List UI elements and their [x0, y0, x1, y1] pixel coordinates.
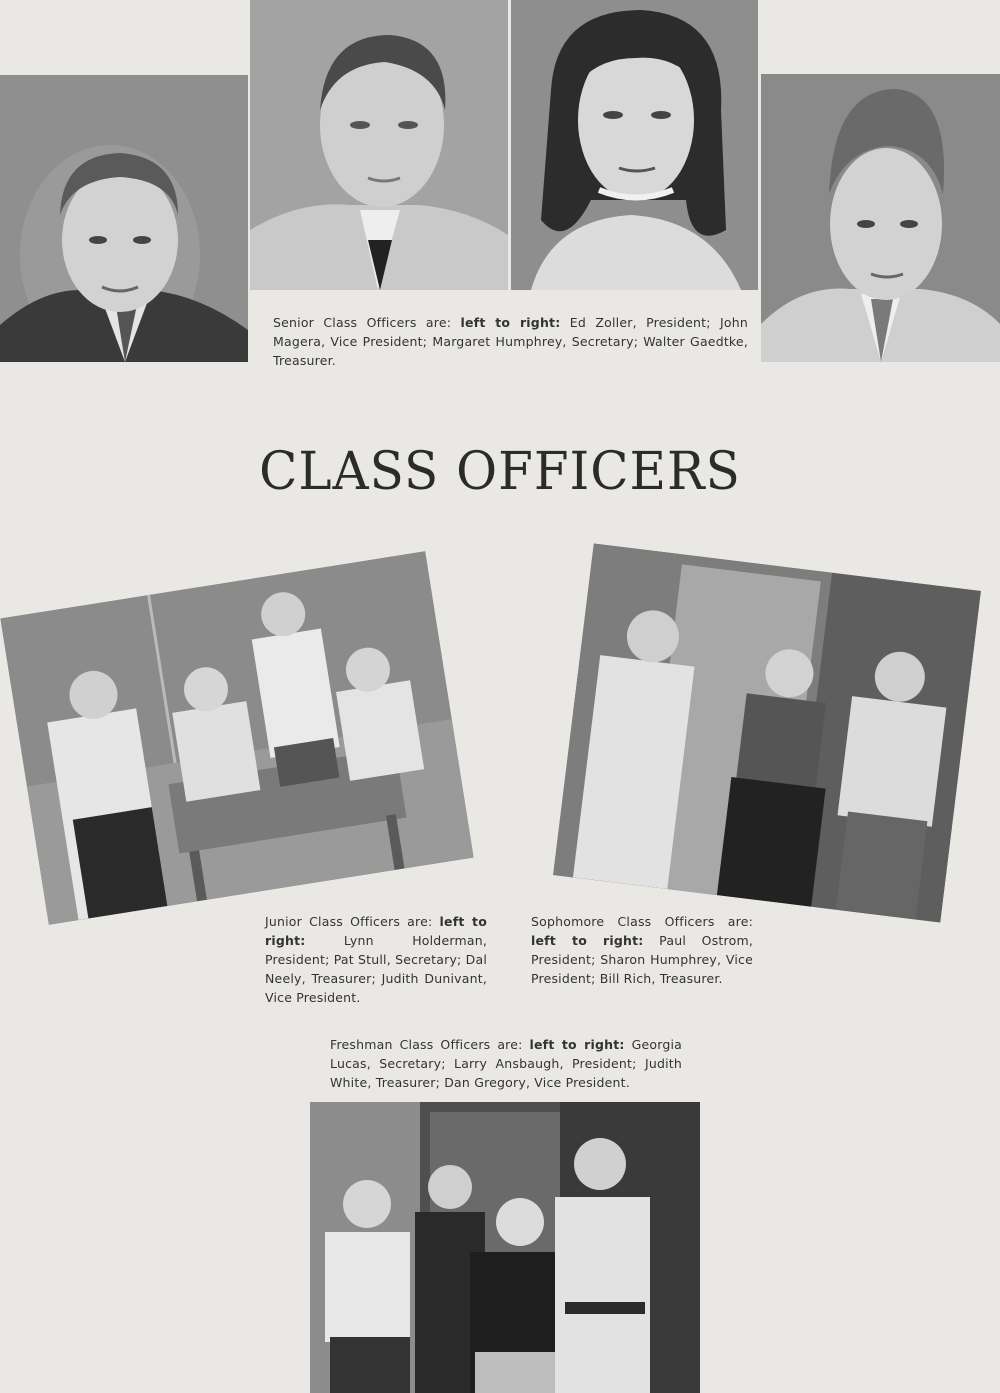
freshman-officers-photo — [310, 1102, 700, 1393]
portrait-john-magera — [250, 0, 508, 290]
portrait-margaret-humphrey — [511, 0, 758, 290]
junior-officers-photo — [0, 551, 473, 924]
sophomore-officers-photo — [553, 543, 981, 922]
portrait-ed-zoller — [0, 75, 248, 362]
junior-caption: Junior Class Officers are: left to right: Lynn Holderman, President; Pat Stull, Secretary; Dal Neely, Treasurer; Judith Dunivant, Vice President. — [265, 914, 487, 1005]
page-title: CLASS OFFICERS — [259, 440, 741, 502]
sophomore-caption: Sophomore Class Officers are: left to right: Paul Ostrom, President; Sharon Humphrey, Vice President; Bill Rich, Treasurer. — [531, 914, 754, 986]
senior-caption: Senior Class Officers are: left to right: Ed Zoller, President; John Magera, Vice President; Margaret Humphrey, Secretary; Walter Gaedtke, Treasurer. — [273, 315, 748, 368]
portrait-walter-gaedtke — [761, 74, 1000, 362]
freshman-caption: Freshman Class Officers are: left to right: Georgia Lucas, Secretary; Larry Ansbaugh, President; Judith White, Treasurer; Dan Gregory, Vice President. — [330, 1037, 682, 1090]
